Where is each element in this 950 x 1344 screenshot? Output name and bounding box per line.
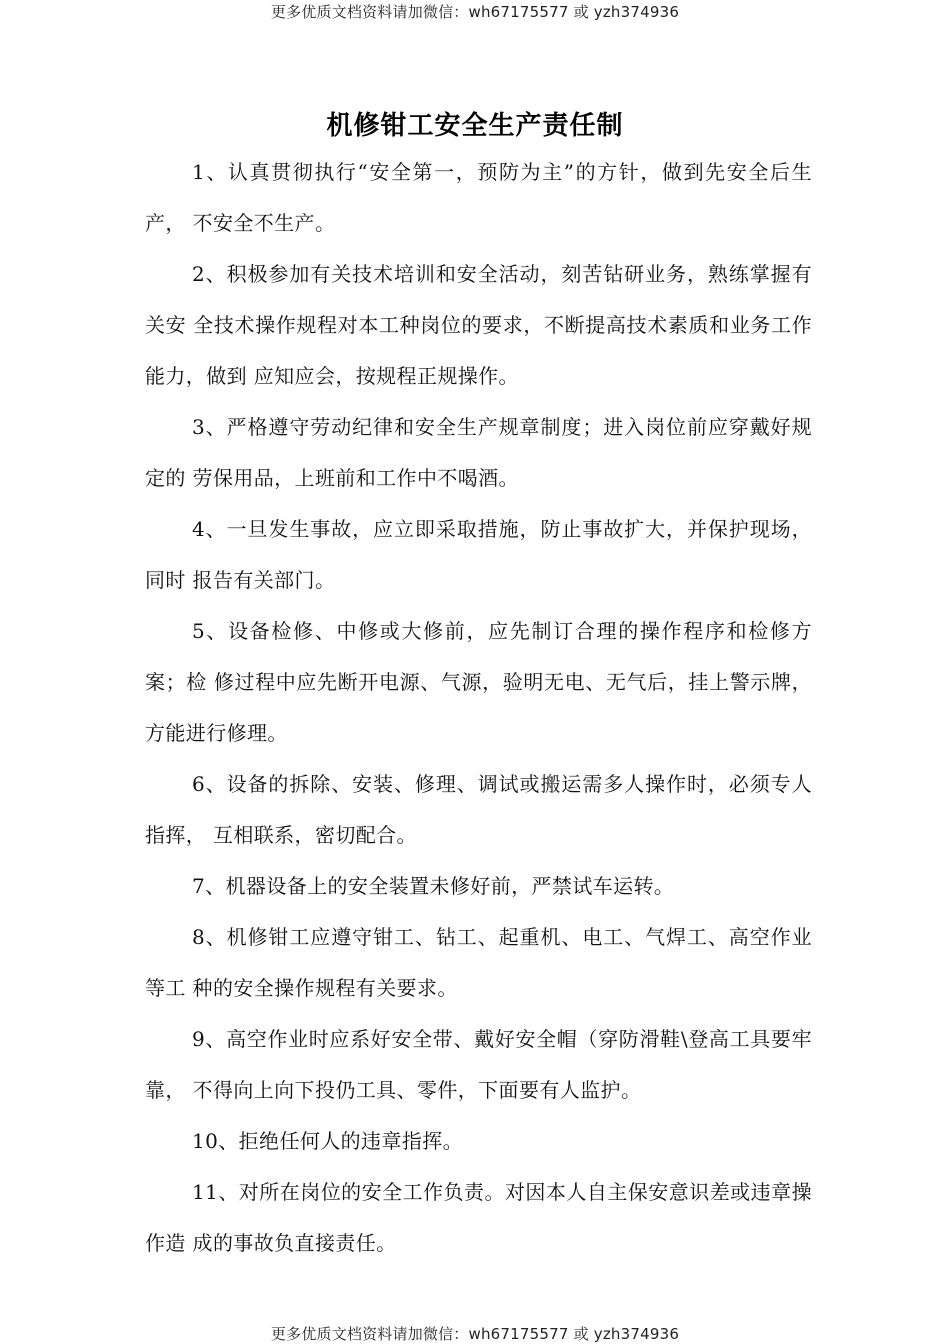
document-body bbox=[145, 147, 812, 1269]
clause-9: 9、高空作业时应系好安全带、戴好安全帽（穿防滑鞋\登高工具要牢靠， 不得向上向下投仍工具、零件，下面要有人监护。 bbox=[145, 1027, 812, 1102]
clause-11: 11、对所在岗位的安全工作负责。对因本人自主保安意识差或违章操作造 成的事故负直接责任。 bbox=[145, 1180, 812, 1255]
clause-8: 8、机修钳工应遵守钳工、钻工、起重机、电工、气焊工、高空作业等工 种的安全操作规程有关要求。 bbox=[145, 925, 812, 1000]
clause-5: 5、设备检修、中修或大修前，应先制订合理的操作程序和检修方案；检 修过程中应先断开电源、气源，验明无电、无气后，挂上警示牌，方能进行修理。 bbox=[145, 619, 812, 745]
footer-contact-note: 更多优质文档资料请加微信：wh67175577 或 yzh374936 bbox=[270, 1325, 680, 1343]
clause-1: 1、认真贯彻执行“安全第一，预防为主”的方针，做到先安全后生产， 不安全不生产。 bbox=[145, 160, 812, 235]
clause-6: 6、设备的拆除、安装、修理、调试或搬运需多人操作时，必须专人指挥， 互相联系，密切配合。 bbox=[145, 772, 812, 847]
header-contact-note: 更多优质文档资料请加微信：wh67175577 或 yzh374936 bbox=[270, 3, 680, 21]
clause-7: 7、机器设备上的安全装置未修好前，严禁试车运转。 bbox=[192, 874, 675, 898]
clause-10: 10、拒绝任何人的违章指挥。 bbox=[192, 1129, 464, 1153]
document-title: 机修钳工安全生产责任制 bbox=[326, 111, 624, 142]
clause-2: 2、积极参加有关技术培训和安全活动，刻苦钻研业务，熟练掌握有关安 全技术操作规程对本工种岗位的要求，不断提高技术素质和业务工作能力，做到 应知应会，按规程正规操作。 bbox=[145, 262, 812, 388]
clause-4: 4、一旦发生事故，应立即采取措施，防止事故扩大，并保护现场，同时 报告有关部门。 bbox=[145, 517, 812, 592]
clause-3: 3、严格遵守劳动纪律和安全生产规章制度；进入岗位前应穿戴好规定的 劳保用品，上班前和工作中不喝酒。 bbox=[145, 415, 812, 490]
